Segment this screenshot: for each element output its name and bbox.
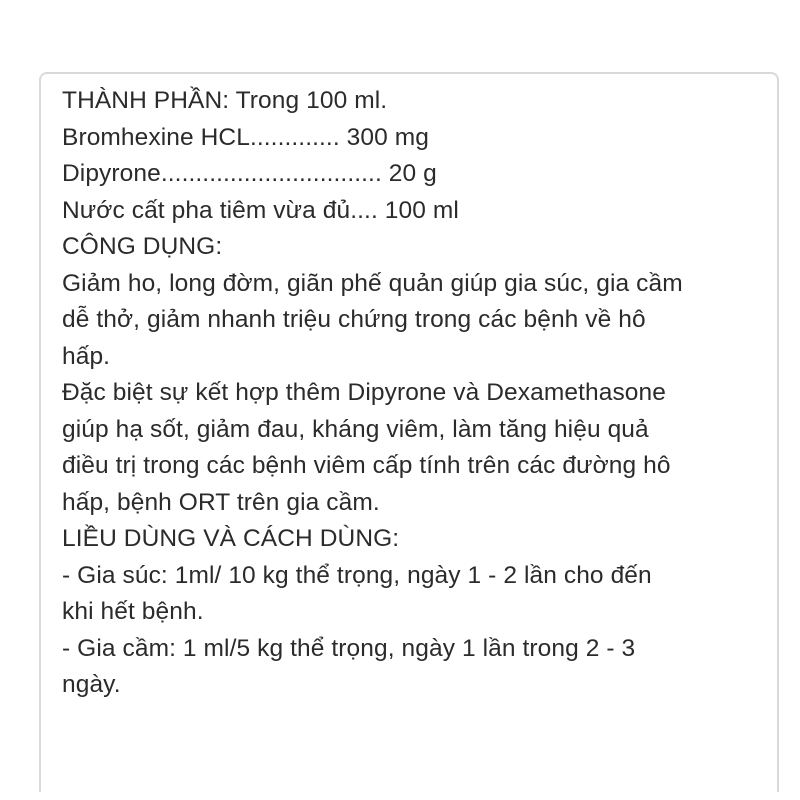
usage-text-line-5: giúp hạ sốt, giảm đau, kháng viêm, làm tăng hiệu quả [62,415,649,443]
dosage-heading: LIỀU DÙNG VÀ CÁCH DÙNG: [62,525,400,552]
usage-text-line-4: Đặc biệt sự kết hợp thêm Dipyrone và Dexamethasone [62,379,666,406]
dosage-livestock-line-2: khi hết bệnh. [62,598,204,625]
dosage-livestock-line-1: - Gia súc: 1ml/ 10 kg thể trọng, ngày 1 - 2 lần cho đến [62,561,652,589]
usage-text-line-2: dễ thở, giảm nhanh triệu chứng trong các bệnh về hô [62,306,646,333]
description-panel [39,72,779,792]
usage-text-line-1: Giảm ho, long đờm, giãn phế quản giúp gia súc, gia cầm [62,269,683,297]
usage-heading: CÔNG DỤNG: [62,233,223,260]
product-description-text [62,83,762,704]
dosage-poultry-line-1: - Gia cầm: 1 ml/5 kg thể trọng, ngày 1 lần trong 2 - 3 [62,634,636,662]
composition-heading: THÀNH PHẦN: Trong 100 ml. [62,87,388,114]
ingredient-dipyrone: Dipyrone................................ 20 g [62,160,437,187]
usage-text-line-6: điều trị trong các bệnh viêm cấp tính trên các đường hô [62,452,671,479]
usage-text-line-3: hấp. [62,342,111,370]
ingredient-bromhexine: Bromhexine HCL............. 300 mg [62,123,429,151]
ingredient-water: Nước cất pha tiêm vừa đủ.... 100 ml [62,196,459,224]
usage-text-line-7: hấp, bệnh ORT trên gia cầm. [62,488,380,516]
dosage-poultry-line-2: ngày. [62,671,121,698]
